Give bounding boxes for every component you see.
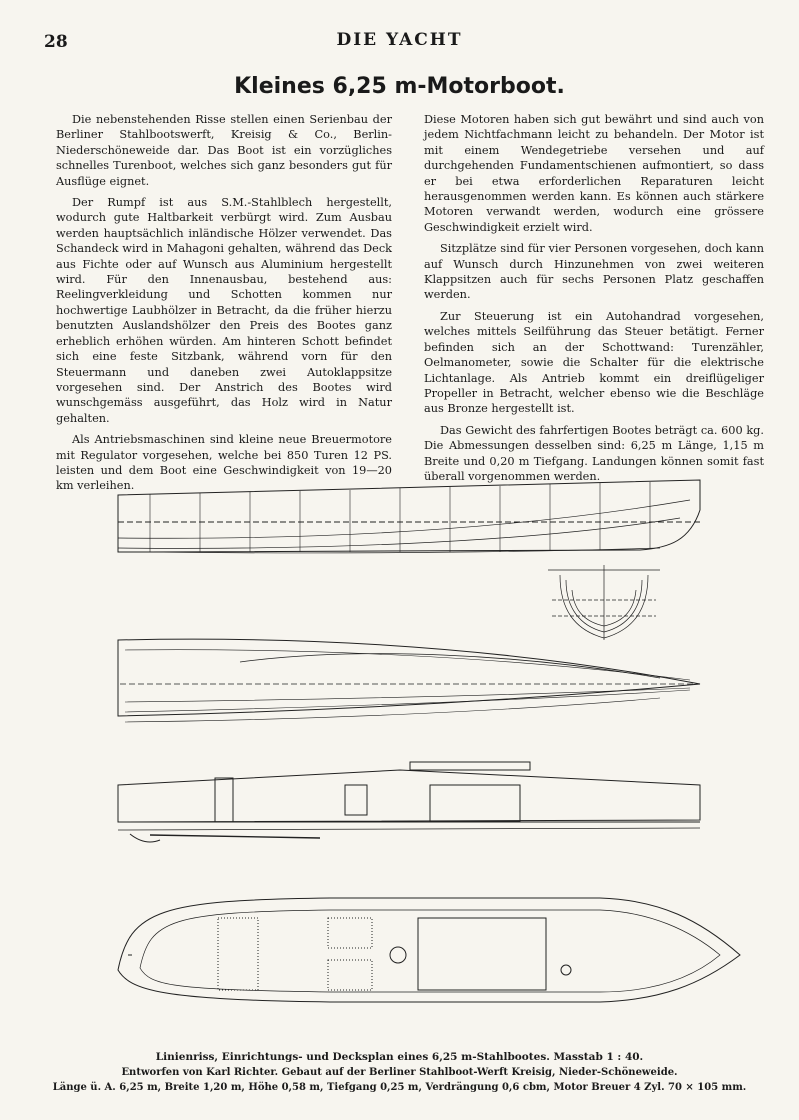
figure-caption — [0, 1050, 799, 1095]
page-number: 28 — [44, 32, 68, 52]
boat-plan-drawings — [0, 440, 799, 1040]
caption-line: Länge ü. A. 6,25 m, Breite 1,20 m, Höhe 0,58 m, Tiefgang 0,25 m, Verdrängung 0,6 cbm, Motor Breuer 4 Zyl. 70 × 105 mm. — [52, 1082, 747, 1093]
lines-profile-drawing — [118, 480, 700, 553]
body-plan-drawing — [548, 565, 660, 640]
paragraph: Diese Motoren haben sich gut bewährt und sind auch von jedem Nichtfachmann leicht zu behandeln. Der Motor ist mit einem Wendegetriebe versehen und auf durchgehenden Fundamentschienen aufmontiert, so dass er bei etwa erforderlichen Reparaturen leicht herausgenommen werden kann. Es können auch stärkere Motoren verwandt werden, wodurch eine grössere Geschwindigkeit erzielt wird. — [424, 113, 764, 234]
inboard-profile-drawing — [118, 762, 700, 842]
right-column — [424, 112, 764, 490]
half-breadth-drawing — [118, 639, 700, 722]
paragraph: Das Gewicht des fahrfertigen Bootes beträgt ca. 600 kg. Die Abmessungen desselben sind: 6,25 m Länge, 1,15 m Breite und 0,20 m Tiefgang. Landungen können somit fast überall vorgenommen werden. — [424, 423, 764, 483]
paragraph: Der Rumpf ist aus S.M.-Stahlblech hergestellt, wodurch gute Haltbarkeit verbürgt wird. Zum Ausbau werden hauptsächlich inländische Hölzer verwendet. Das Schandeck wird in Mahagoni gehalten, während das Deck aus Fichte oder auf Wunsch aus Aluminium hergestellt wird. Für den Innenausbau, bestehend aus: Reelingverkleidung und Schotten kommen nur hochwertige Laubhölzer in Betracht, da die früher hierzu benutzten Auslandshölzer den Preis des Bootes ganz erheblich erhöhen würden. Am hinteren Schott befindet sich eine feste Sitzbank, während vorn für den Steuermann und daneben zwei Autoklappsitze vorgesehen sind. Der Anstrich des Bootes wird wunschgemäss ausgeführt, das Holz wird in Natur gehalten. — [56, 196, 392, 425]
caption-line: Entworfen von Karl Richter. Gebaut auf der Berliner Stahlboot-Werft Kreisig, Nieder-Schöneweide. — [121, 1067, 678, 1078]
article-title: Kleines 6,25 m-Motorboot. — [234, 74, 565, 99]
running-head: DIE YACHT — [336, 30, 463, 50]
deck-plan-drawing — [118, 898, 740, 1002]
paragraph: Sitzplätze sind für vier Personen vorgesehen, doch kann auf Wunsch durch Hinzunehmen von zwei weiteren Klappsitzen auch für sechs Personen Platz geschaffen werden. — [424, 242, 764, 302]
paragraph: Als Antriebsmaschinen sind kleine neue Breuermotore mit Regulator vorgesehen, welche bei 850 Turen 12 PS. leisten und dem Boot eine Geschwindigkeit von 19—20 km verleihen. — [56, 433, 392, 493]
paragraph: Die nebenstehenden Risse stellen einen Serienbau der Berliner Stahlbootswerft, Kreisig & Co., Berlin-Niederschöneweide dar. Das Boot ist ein vorzügliches schnelles Turenboot, welches sich ganz besonders gut für Ausflüge eignet. — [56, 113, 392, 188]
caption-line: Linienriss, Einrichtungs- und Decksplan eines 6,25 m-Stahlbootes. Masstab 1 : 40. — [155, 1051, 644, 1063]
paragraph: Zur Steuerung ist ein Autohandrad vorgesehen, welches mittels Seilführung das Steuer betätigt. Ferner befinden sich an der Schottwand: Turenzähler, Oelmanometer, sowie die Schalter für die elektrische Lichtanlage. Als Antrieb kommt ein dreiflügeliger Propeller in Betracht, welcher ebenso wie die Beschläge aus Bronze hergestellt ist. — [424, 309, 764, 416]
